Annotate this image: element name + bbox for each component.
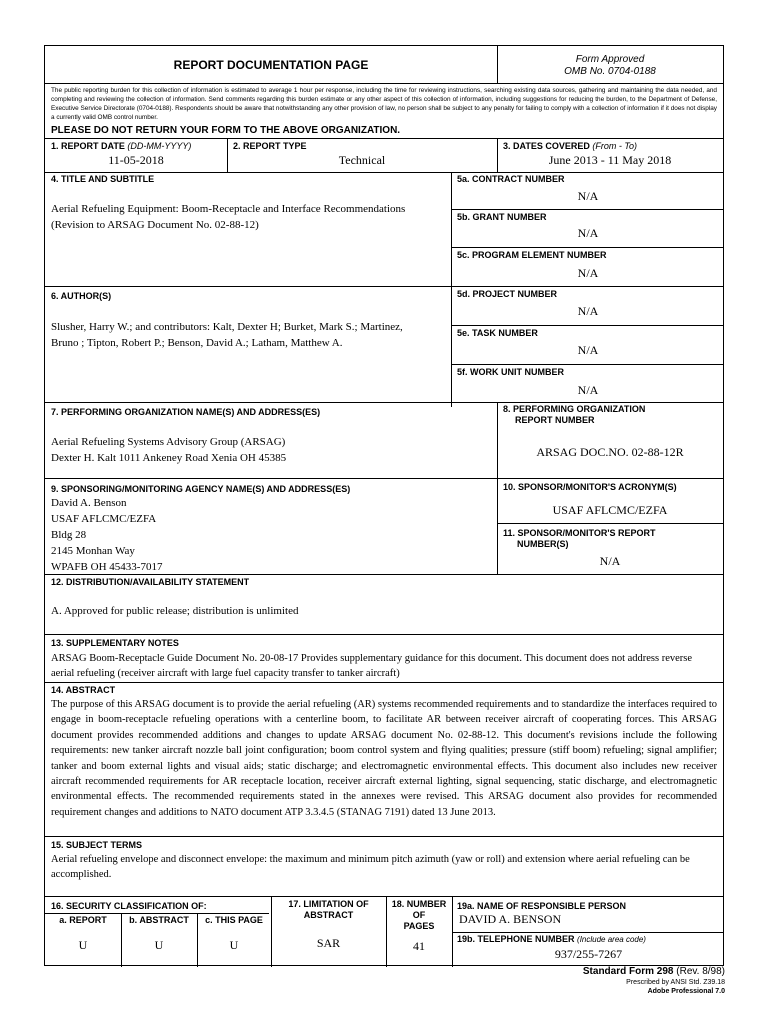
monitor-report-label: 11. SPONSOR/MONITOR'S REPORT NUMBER(S) bbox=[503, 528, 656, 549]
sponsor-name: David A. Benson bbox=[51, 497, 127, 509]
performing-org-value[interactable] bbox=[51, 434, 286, 466]
abstract-label: 14. ABSTRACT bbox=[51, 685, 116, 695]
software-credit: Adobe Professional 7.0 bbox=[647, 988, 725, 995]
performing-report-label: 8. PERFORMING ORGANIZATION REPORT NUMBER bbox=[503, 404, 646, 425]
monitor-report-value[interactable]: N/A bbox=[599, 554, 621, 568]
pages-value[interactable]: 41 bbox=[413, 939, 425, 953]
title-line-2: (Revision to ARSAG Document No. 02-88-12) bbox=[51, 219, 259, 231]
security-page-value[interactable]: U bbox=[229, 938, 239, 952]
title-value[interactable] bbox=[51, 201, 405, 233]
dates-covered-value[interactable]: June 2013 - 11 May 2018 bbox=[548, 153, 672, 167]
telephone-value[interactable]: 937/255-7267 bbox=[554, 947, 623, 961]
supplementary-value[interactable]: ARSAG Boom-Receptacle Guide Document No. 20-08-17 Provides supplementary guidance for this document. This document does not address reverse aerial refueling (receiver aircraft with large fuel capacity transfer to tanker aircraft) bbox=[51, 653, 693, 680]
limitation-label: 17. LIMITATION OF ABSTRACT bbox=[288, 899, 369, 920]
responsible-person-value[interactable]: DAVID A. BENSON bbox=[459, 912, 562, 926]
standard-form-id: Standard Form 298 (Rev. 8/98) bbox=[582, 966, 725, 977]
abstract-value[interactable]: The purpose of this ARSAG document is to provide the aerial refueling (AR) systems recommended requirements and to standardize the interfaces required to engage in boom-receptacle refueling operations with a centerline boom, to facilitate AR between receiver aircraft of cooperating forces. This ARSAG document provides recommended additions and changes to update ARSAG document No. 02-88-12. This document's revisions include the following requirements: new tanker aircraft nozzle ball joint configuration; boom control system and flying qualities; pressure (stiff boom) refueling; signal amplifier; tanker and boom external lights and visual aids; static discharge; and electromagnetic environmental effects. This document also includes new receiver aircraft recommended requirements for AR receptacle location, receiver aircraft external lighting, signal sequencing, static discharge, and electromagnetic environmental effects. The recommended requirements stated in the annexes were revised. This ARSAG document also provides for recommended requirement changes and additions to NATO document ATP 3.3.4.5 (STANAG 7191) dated 13 June 2013. bbox=[51, 699, 717, 818]
sponsor-city: WPAFB OH 45433-7017 bbox=[51, 561, 163, 573]
authors-line-2: Bruno ; Tipton, Robert P.; Benson, David A.; Latham, Matthew A. bbox=[51, 337, 343, 349]
limitation-value[interactable]: SAR bbox=[316, 936, 341, 950]
authors-line-1: Slusher, Harry W.; and contributors: Kalt, Dexter H; Burket, Mark S.; Martinez, bbox=[51, 321, 403, 333]
project-number-label: 5d. PROJECT NUMBER bbox=[457, 289, 558, 299]
authors-label: 6. AUTHOR(S) bbox=[51, 291, 112, 301]
title-line-1: Aerial Refueling Equipment: Boom-Receptacle and Interface Recommendations bbox=[51, 203, 406, 215]
security-report-label: a. REPORT bbox=[59, 915, 107, 925]
prescribed-by: Prescribed by ANSI Std. Z39.18 bbox=[626, 979, 725, 986]
program-element-label: 5c. PROGRAM ELEMENT NUMBER bbox=[457, 250, 607, 260]
subject-terms-value[interactable]: Aerial refueling envelope and disconnect envelope: the maximum and minimum pitch azimuth (yaw or roll) and extension where aerial refueling can be accomplished. bbox=[51, 854, 690, 881]
do-not-return-notice: PLEASE DO NOT RETURN YOUR FORM TO THE ABOVE ORGANIZATION. bbox=[51, 125, 401, 136]
performing-org-label: 7. PERFORMING ORGANIZATION NAME(S) AND ADDRESS(ES) bbox=[51, 407, 321, 417]
acronym-value[interactable]: USAF AFLCMC/EZFA bbox=[552, 503, 668, 517]
responsible-person-label: 19a. NAME OF RESPONSIBLE PERSON bbox=[457, 901, 627, 911]
security-report-value[interactable]: U bbox=[78, 938, 88, 952]
acronym-label: 10. SPONSOR/MONITOR'S ACRONYM(S) bbox=[503, 482, 677, 492]
report-type-label: 2. REPORT TYPE bbox=[233, 141, 307, 151]
security-page-label: c. THIS PAGE bbox=[205, 915, 263, 925]
grant-number-label: 5b. GRANT NUMBER bbox=[457, 212, 547, 222]
task-number-value[interactable]: N/A bbox=[577, 343, 599, 357]
performing-org-line-2: Dexter H. Kalt 1011 Ankeney Road Xenia OH 45385 bbox=[51, 452, 287, 464]
sponsor-street: 2145 Monhan Way bbox=[51, 545, 135, 557]
subject-terms-label: 15. SUBJECT TERMS bbox=[51, 840, 143, 850]
work-unit-label: 5f. WORK UNIT NUMBER bbox=[457, 367, 564, 377]
dates-covered-label: 3. DATES COVERED (From - To) bbox=[503, 141, 638, 151]
report-date-value[interactable]: 11-05-2018 bbox=[108, 153, 164, 167]
sponsoring-label: 9. SPONSORING/MONITORING AGENCY NAME(S) AND ADDRESS(ES) bbox=[51, 484, 351, 494]
grant-number-value[interactable]: N/A bbox=[577, 226, 599, 240]
report-type-value[interactable]: Technical bbox=[338, 153, 386, 167]
form-title: REPORT DOCUMENTATION PAGE bbox=[173, 58, 369, 72]
sponsoring-value[interactable] bbox=[51, 495, 162, 575]
performing-report-value[interactable]: ARSAG DOC.NO. 02-88-12R bbox=[536, 445, 684, 459]
distribution-value[interactable]: A. Approved for public release; distribution is unlimited bbox=[51, 605, 299, 617]
form-approved-box bbox=[497, 54, 723, 78]
telephone-label: 19b. TELEPHONE NUMBER (Include area code) bbox=[457, 934, 646, 944]
form-footer bbox=[583, 966, 725, 996]
supplementary-label: 13. SUPPLEMENTARY NOTES bbox=[51, 638, 179, 648]
title-label: 4. TITLE AND SUBTITLE bbox=[51, 174, 155, 184]
contract-number-value[interactable]: N/A bbox=[577, 189, 599, 203]
work-unit-value[interactable]: N/A bbox=[577, 383, 599, 397]
burden-notice: The public reporting burden for this collection of information is estimated to average 1 hour per response, including the time for reviewing instructions, searching existing data sources, gathering and maintaining the data needed, and completing and reviewing the collection of information. Send comments regarding this burden estimate or any other aspect of this collection of information, including suggestions for reducing the burden, to the Department of Defense, Executive Service Directorate (0704-0188). Respondents should be aware that notwithstanding any other provision of law, no person shall be subject to any penalty for failing to comply with a collection of information if it does not display a currently valid OMB control number. bbox=[51, 87, 717, 121]
performing-org-line-1: Aerial Refueling Systems Advisory Group (ARSAG) bbox=[51, 436, 286, 448]
authors-value[interactable] bbox=[51, 319, 403, 351]
sponsor-office: USAF AFLCMC/EZFA bbox=[51, 513, 157, 525]
project-number-value[interactable]: N/A bbox=[577, 304, 599, 318]
task-number-label: 5e. TASK NUMBER bbox=[457, 328, 538, 338]
contract-number-label: 5a. CONTRACT NUMBER bbox=[457, 174, 565, 184]
report-date-label: 1. REPORT DATE (DD-MM-YYYY) bbox=[51, 141, 192, 151]
pages-label: 18. NUMBER OF PAGES bbox=[391, 899, 447, 931]
omb-number: OMB No. 0704-0188 bbox=[564, 66, 656, 77]
program-element-value[interactable]: N/A bbox=[577, 266, 599, 280]
security-abstract-label: b. ABSTRACT bbox=[129, 915, 189, 925]
form-approved-text: Form Approved bbox=[575, 54, 645, 65]
report-documentation-form bbox=[44, 45, 724, 966]
distribution-label: 12. DISTRIBUTION/AVAILABILITY STATEMENT bbox=[51, 577, 250, 587]
security-classification-label: 16. SECURITY CLASSIFICATION OF: bbox=[51, 901, 207, 911]
sponsor-building: Bldg 28 bbox=[51, 529, 87, 541]
security-abstract-value[interactable]: U bbox=[154, 938, 164, 952]
